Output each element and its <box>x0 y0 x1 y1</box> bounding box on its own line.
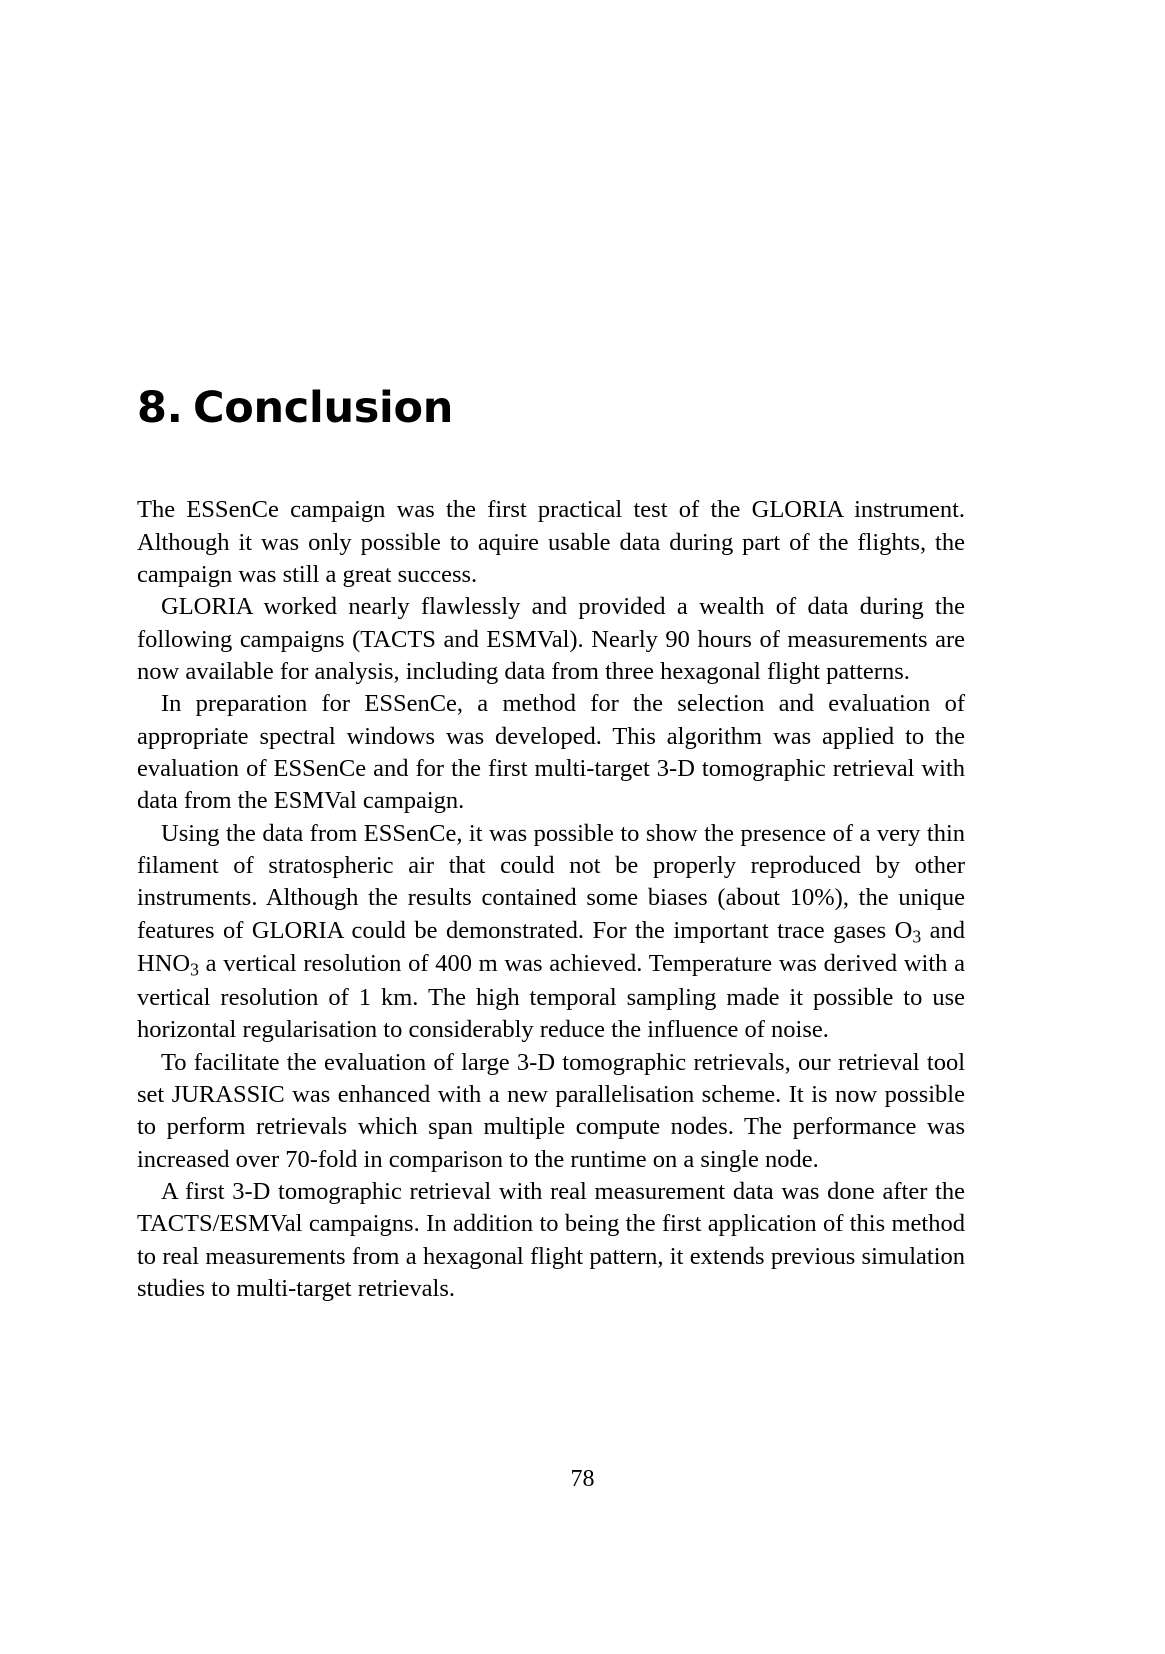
page-content <box>137 0 965 1305</box>
paragraph-4 <box>137 818 965 1047</box>
paragraph-5: To facilitate the evaluation of large 3-D tomographic retrievals, our retrieval tool set JURASSIC was enhanced with a new parallelisation scheme. It is now possible to perform retrievals which span multiple compute nodes. The performance was increased over 70-fold in comparison to the runtime on a single node. <box>137 1048 965 1173</box>
subscript-o3: 3 <box>912 925 922 946</box>
paragraph-3: In preparation for ESSenCe, a method for the selection and evaluation of appropriate spectral windows was developed. This algorithm was applied to the evaluation of ESSenCe and for the first multi-target 3-D tomographic retrieval with data from the ESMVal campaign. <box>137 690 965 815</box>
chapter-heading <box>137 0 965 432</box>
paragraph-1: The ESSenCe campaign was the first practical test of the GLORIA instrument. Although it was only possible to aquire usable data during part of the flights, the campaign was still a great success. <box>137 496 965 588</box>
subscript-hno3: 3 <box>190 959 199 980</box>
chapter-title: Conclusion <box>193 383 454 433</box>
chapter-number: 8. <box>137 383 183 433</box>
paragraph-4-part-c: a vertical resolution of 400 m was achieved. Temperature was derived with a vertical resolution of 1 km. The high temporal sampling made it possible to use horizontal regularisation to considerably reduce the influence of noise. <box>137 950 965 1044</box>
paragraph-2: GLORIA worked nearly flawlessly and provided a wealth of data during the following campaigns (TACTS and ESMVal). Nearly 90 hours of measurements are now available for analysis, including data from three hexagonal flight patterns. <box>137 593 965 685</box>
paragraph-4-part-b: and HNO <box>137 916 965 978</box>
chapter-body <box>137 494 965 1305</box>
paragraph-4-part-a: Using the data from ESSenCe, it was possible to show the presence of a very thin filament of stratospheric air that could not be properly reproduced by other instruments. Although the results contained some biases (about 10%), the unique features of GLORIA could be demonstrated. For the important trace gases O <box>137 819 965 944</box>
paragraph-6: A first 3-D tomographic retrieval with real measurement data was done after the TACTS/ESMVal campaigns. In addition to being the first application of this method to real measurements from a hexagonal flight pattern, it extends previous simulation studies to multi-target retrievals. <box>137 1177 965 1302</box>
page-number: 78 <box>570 1466 595 1492</box>
